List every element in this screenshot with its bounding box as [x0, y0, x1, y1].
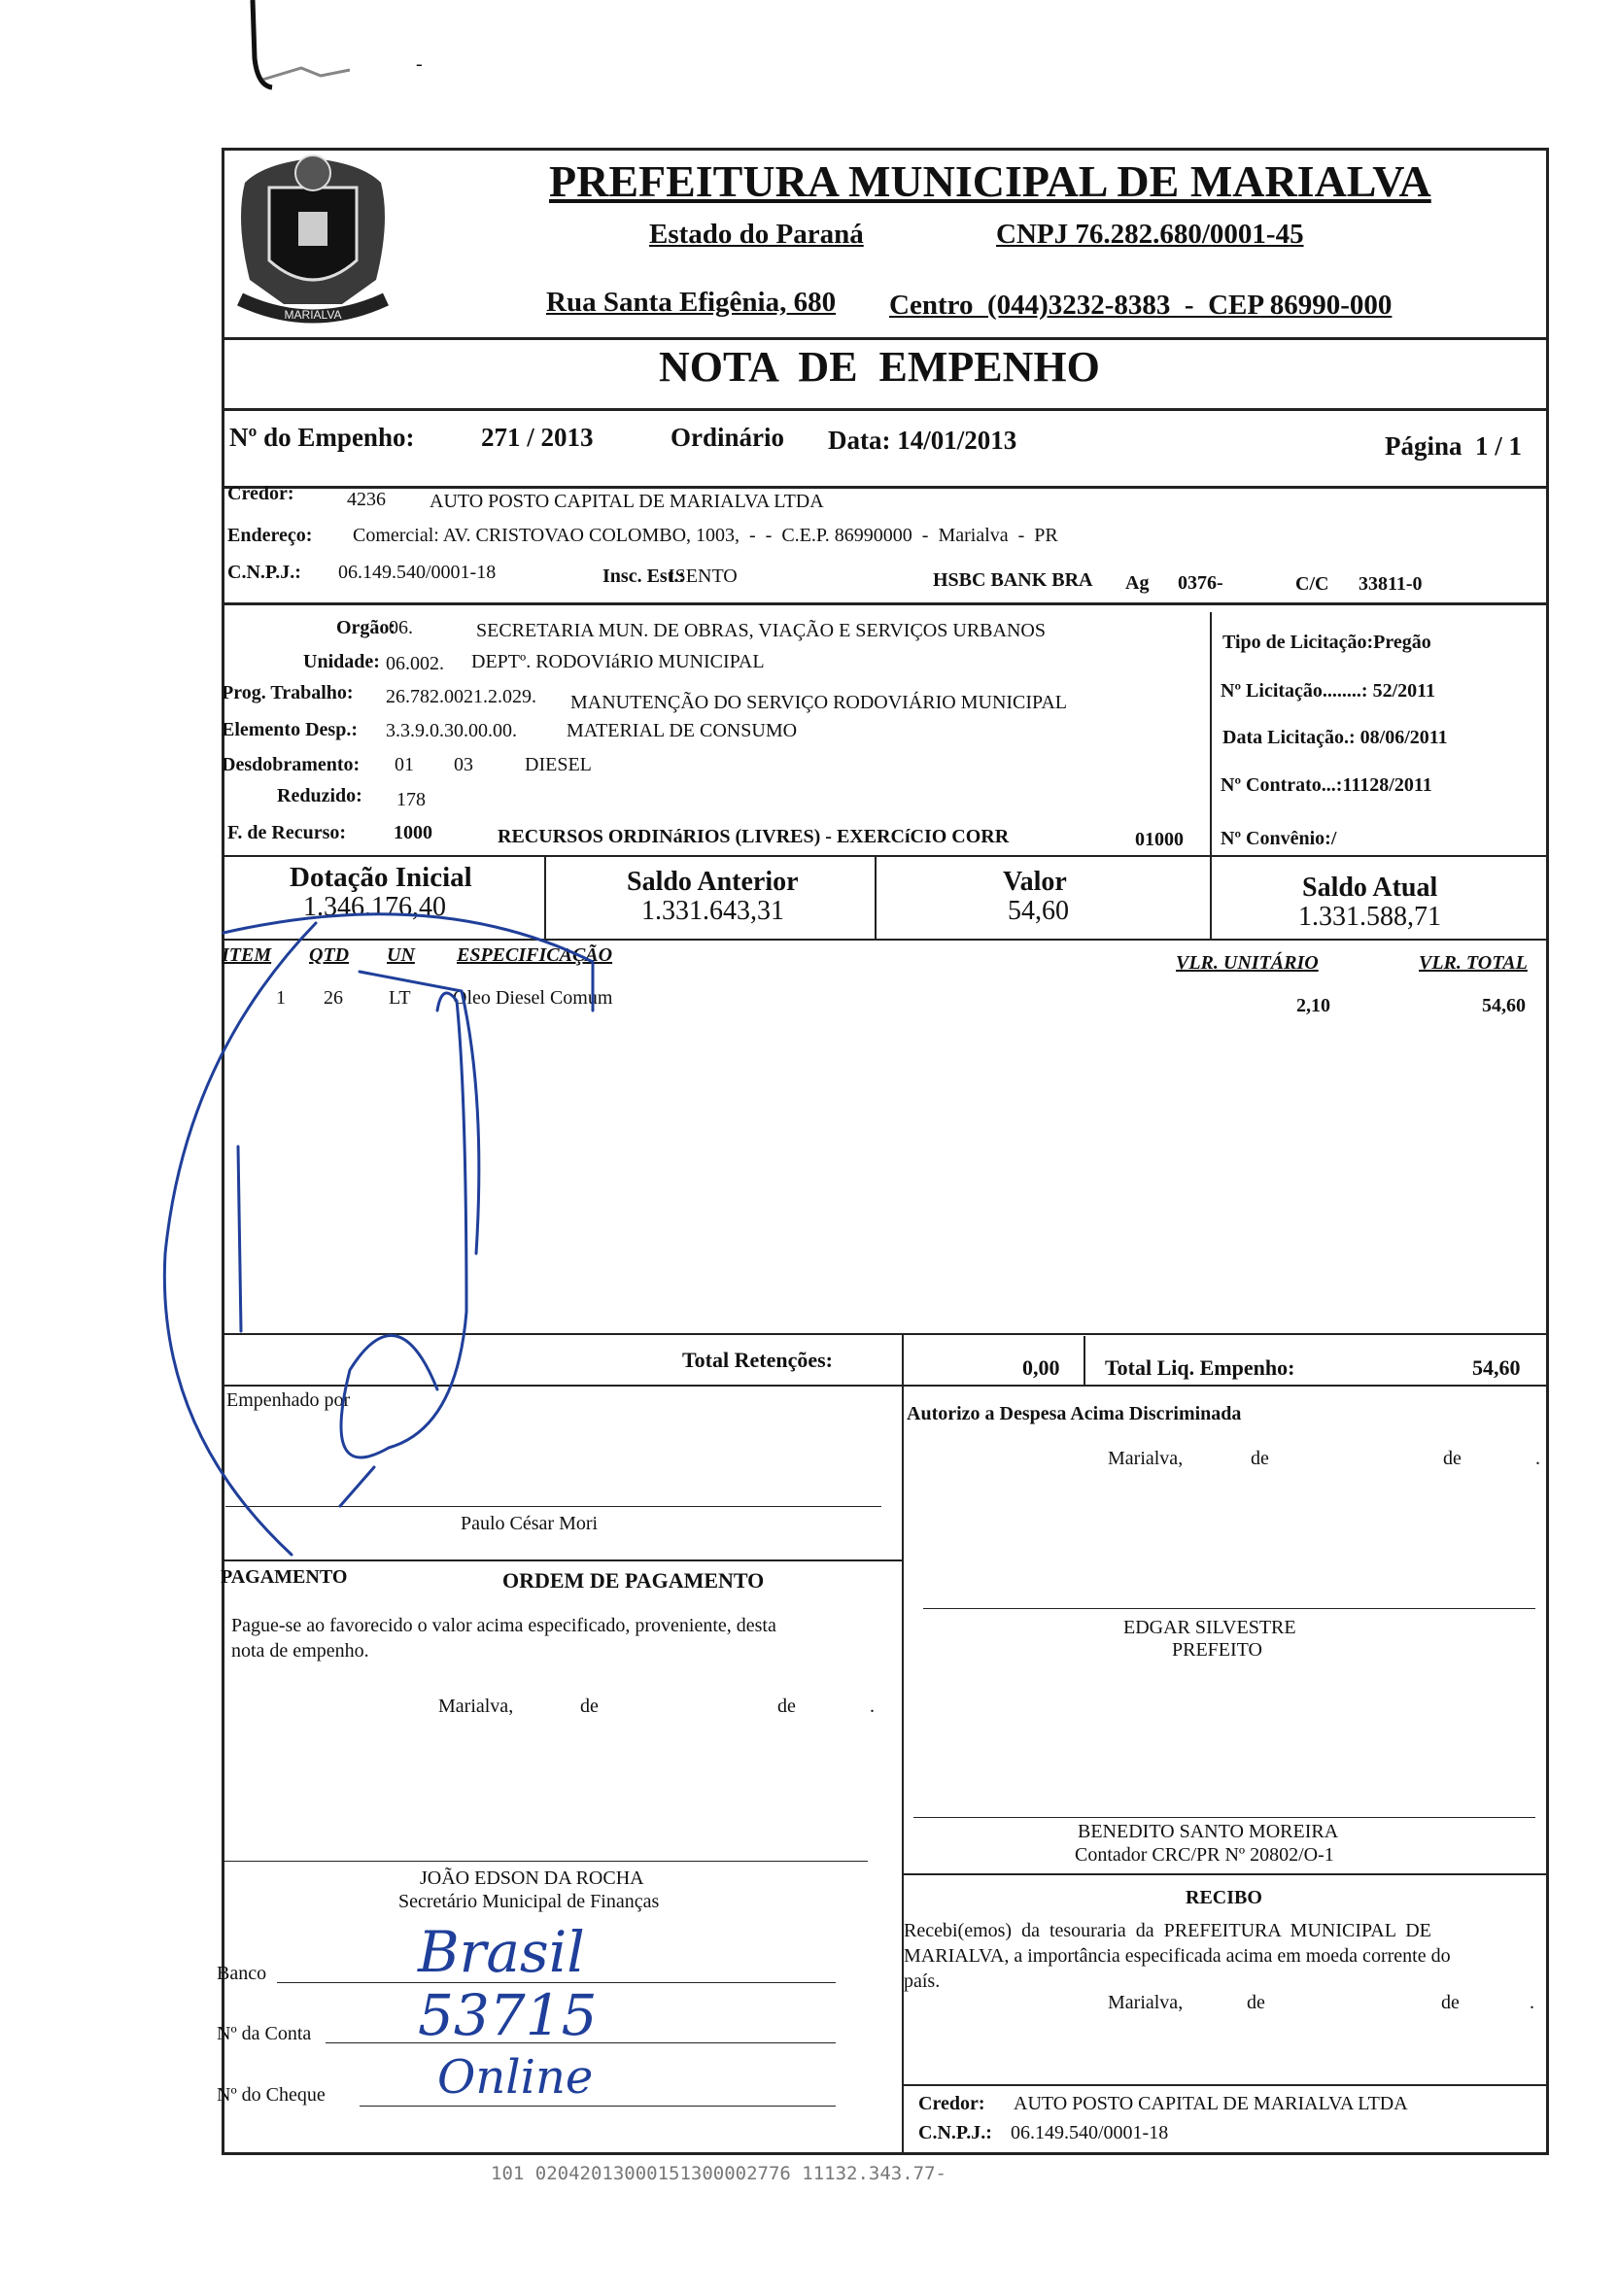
- prog-label: Prog. Trabalho:: [222, 682, 354, 703]
- recibo-line-3: país.: [904, 1970, 941, 1992]
- contador-name: BENEDITO SANTO MOREIRA: [1078, 1821, 1339, 1842]
- frecurso-value: 1000: [394, 822, 432, 843]
- divider: [902, 2084, 1549, 2086]
- divider: [222, 408, 1549, 411]
- item-number: 1: [276, 987, 286, 1009]
- liquido-value: 54,60: [1472, 1355, 1521, 1380]
- credor-label: Credor:: [227, 483, 294, 504]
- credor-code: 4236: [347, 489, 386, 510]
- pagamento-de2: de: [777, 1696, 796, 1717]
- autorizo-label: Autorizo a Despesa Acima Discriminada: [907, 1403, 1242, 1424]
- prog-code: 26.782.0021.2.029.: [386, 686, 536, 707]
- banco-handwritten: Brasil: [418, 1919, 585, 1985]
- cc-value: 33811-0: [1359, 573, 1423, 595]
- pagamento-label: PAGAMENTO: [221, 1566, 348, 1588]
- autorizo-dot: .: [1535, 1448, 1540, 1469]
- elemento-desc: MATERIAL DE CONSUMO: [567, 720, 798, 741]
- insc-label: Insc. Est.:: [602, 565, 686, 587]
- item-qtd: 26: [324, 987, 343, 1009]
- ag-value: 0376-: [1178, 572, 1223, 594]
- divider: [222, 602, 1549, 605]
- pagamento-de1: de: [580, 1696, 599, 1717]
- divider: [1084, 1336, 1085, 1385]
- footer-code: 101 02042013000151300002776 11132.343.77-: [491, 2163, 946, 2184]
- empenho-page: Página 1 / 1: [1385, 431, 1523, 461]
- dotacao-value: 1.346.176,40: [303, 892, 446, 922]
- empenhado-label: Empenhado por: [226, 1389, 351, 1411]
- licitacao-data: Data Licitação.: 08/06/2011: [1222, 727, 1448, 748]
- divider: [222, 337, 1549, 340]
- saldo-atual-value: 1.331.588,71: [1298, 902, 1441, 932]
- item-unit: 2,10: [1296, 995, 1330, 1016]
- col-total: VLR. TOTAL: [1419, 952, 1528, 974]
- prefeito-name: EDGAR SILVESTRE: [1123, 1617, 1296, 1638]
- item-espec: Oleo Diesel Comum: [453, 987, 613, 1009]
- contador-role: Contador CRC/PR Nº 20802/O-1: [1075, 1844, 1334, 1866]
- elemento-code: 3.3.9.0.30.00.00.: [386, 720, 517, 741]
- recibo-place: Marialva,: [1108, 1992, 1184, 2013]
- ordem-pagamento: ORDEM DE PAGAMENTO: [502, 1568, 765, 1593]
- divider: [222, 855, 1549, 857]
- recibo-de1: de: [1247, 1992, 1265, 2013]
- banco-label: Banco: [217, 1963, 267, 1984]
- divider: [875, 855, 877, 941]
- cheque-handwritten: Online: [437, 2050, 594, 2105]
- endereco-value: Comercial: AV. CRISTOVAO COLOMBO, 1003, - - C.E.P. 86990000 - Marialva - PR: [353, 525, 1058, 546]
- header-address: Centro (044)3232-8383 - CEP 86990-000: [889, 290, 1393, 321]
- conta-label: Nº da Conta: [217, 2023, 312, 2044]
- signature-line: [222, 1861, 868, 1862]
- saldo-anterior-value: 1.331.643,31: [641, 896, 784, 926]
- secretario-role: Secretário Municipal de Finanças: [398, 1891, 660, 1912]
- recibo-dot: .: [1530, 1992, 1534, 2013]
- credor-name: AUTO POSTO CAPITAL DE MARIALVA LTDA: [430, 491, 824, 512]
- header-title: PREFEITURA MUNICIPAL DE MARIALVA: [549, 156, 1431, 206]
- retencoes-label: Total Retenções:: [682, 1348, 833, 1372]
- saldo-anterior-label: Saldo Anterior: [627, 867, 799, 897]
- prog-desc: MANUTENÇÃO DO SERVIÇO RODOVIÁRIO MUNICIPAL: [570, 692, 1068, 713]
- item-un: LT: [389, 987, 411, 1009]
- valor-value: 54,60: [1008, 896, 1069, 926]
- recibo-title: RECIBO: [1186, 1887, 1262, 1908]
- divider: [902, 1385, 904, 2155]
- frecurso-code: 01000: [1135, 829, 1184, 850]
- desdob-b: 03: [454, 754, 473, 775]
- top-mark: -: [416, 53, 423, 75]
- unidade-label: Unidade:: [303, 651, 380, 672]
- divider: [1210, 855, 1212, 941]
- secretario-name: JOÃO EDSON DA ROCHA: [420, 1868, 644, 1889]
- col-item: ITEM: [222, 944, 272, 966]
- autorizo-place: Marialva,: [1108, 1448, 1184, 1469]
- signature-line: [923, 1608, 1535, 1609]
- elemento-label: Elemento Desp.:: [222, 719, 358, 740]
- unidade-code: 06.002.: [386, 653, 444, 674]
- licitacao-convenio: Nº Convênio:/: [1221, 828, 1337, 849]
- cheque-label: Nº do Cheque: [217, 2084, 326, 2106]
- endereco-label: Endereço:: [227, 525, 313, 546]
- licitacao-tipo: Tipo de Licitação:Pregão: [1222, 632, 1431, 653]
- recibo-credor-label: Credor:: [918, 2093, 985, 2114]
- empenho-number-label: Nº do Empenho:: [229, 423, 415, 452]
- pagamento-text-1: Pague-se ao favorecido o valor acima especificado, proveniente, desta: [231, 1615, 776, 1636]
- col-un: UN: [387, 944, 415, 966]
- recibo-cnpj-value: 06.149.540/0001-18: [1011, 2122, 1169, 2143]
- crest-icon: [225, 134, 400, 338]
- ag-label: Ag: [1125, 572, 1150, 594]
- frecurso-desc: RECURSOS ORDINáRIOS (LIVRES) - EXERCíCIO CORR: [498, 826, 1010, 847]
- cc-label: C/C: [1295, 573, 1329, 595]
- reduzido-value: 178: [396, 789, 426, 810]
- liquido-label: Total Liq. Empenho:: [1105, 1355, 1295, 1380]
- scan-mark: [233, 0, 428, 107]
- empenhado-signer: Paulo César Mori: [461, 1513, 599, 1534]
- desdob-desc: DIESEL: [525, 754, 592, 775]
- unidade-desc: DEPTº. RODOVIáRIO MUNICIPAL: [471, 651, 765, 672]
- autorizo-de1: de: [1251, 1448, 1269, 1469]
- orgao-desc: SECRETARIA MUN. DE OBRAS, VIAÇÃO E SERVIÇOS URBANOS: [476, 620, 1046, 641]
- pagamento-dot: .: [870, 1696, 875, 1717]
- header-state: Estado do Paraná: [649, 219, 864, 250]
- pagamento-text-2: nota de empenho.: [231, 1640, 369, 1662]
- recibo-line-1: Recebi(emos) da tesouraria da PREFEITURA MUNICIPAL DE: [904, 1920, 1431, 1941]
- conta-handwritten: 53715: [418, 1982, 598, 2048]
- crest-motto: MARIALVA: [284, 308, 342, 322]
- dotacao-label: Dotação Inicial: [290, 862, 472, 893]
- cnpj-label: C.N.P.J.:: [227, 562, 301, 583]
- divider: [902, 1333, 904, 1389]
- empenho-number: 271 / 2013: [481, 423, 594, 452]
- valor-label: Valor: [1003, 867, 1067, 897]
- prefeito-role: PREFEITO: [1172, 1639, 1262, 1661]
- cheque-line: [360, 2106, 836, 2107]
- frecurso-label: F. de Recurso:: [227, 822, 347, 843]
- bank-name: HSBC BANK BRA: [933, 569, 1093, 591]
- recibo-cnpj-label: C.N.P.J.:: [918, 2122, 992, 2143]
- empenho-date: Data: 14/01/2013: [828, 426, 1017, 455]
- divider: [902, 1873, 1549, 1875]
- empenho-type: Ordinário: [671, 423, 785, 452]
- recibo-credor-value: AUTO POSTO CAPITAL DE MARIALVA LTDA: [1014, 2093, 1408, 2114]
- signature-line: [913, 1817, 1535, 1818]
- licitacao-contrato: Nº Contrato...:11128/2011: [1221, 774, 1432, 796]
- col-qtd: QTD: [309, 944, 350, 966]
- desdob-label: Desdobramento:: [222, 754, 361, 775]
- retencoes-value: 0,00: [1022, 1355, 1060, 1380]
- autorizo-de2: de: [1443, 1448, 1462, 1469]
- recibo-line-2: MARIALVA, a importância especificada acima em moeda corrente do: [904, 1945, 1451, 1967]
- orgao-code: 06.: [389, 617, 413, 638]
- pagamento-place: Marialva,: [438, 1696, 514, 1717]
- saldo-atual-label: Saldo Atual: [1302, 873, 1438, 903]
- cnpj-value: 06.149.540/0001-18: [338, 562, 497, 583]
- doc-title: NOTA DE EMPENHO: [659, 343, 1100, 391]
- header-street: Rua Santa Efigênia, 680: [546, 287, 837, 318]
- divider: [1210, 612, 1212, 857]
- item-total: 54,60: [1482, 995, 1526, 1016]
- recibo-de2: de: [1441, 1992, 1460, 2013]
- divider: [222, 486, 1549, 489]
- reduzido-label: Reduzido:: [277, 785, 362, 806]
- licitacao-numero: Nº Licitação........: 52/2011: [1221, 680, 1436, 702]
- header-cnpj: CNPJ 76.282.680/0001-45: [996, 219, 1304, 250]
- insc-value: ISENTO: [669, 565, 738, 587]
- col-unitario: VLR. UNITÁRIO: [1176, 952, 1319, 974]
- col-espec: ESPECIFICAÇÃO: [457, 944, 613, 966]
- signature-scribble: [146, 904, 709, 1564]
- desdob-a: 01: [395, 754, 414, 775]
- orgao-label: Orgão:: [336, 617, 396, 638]
